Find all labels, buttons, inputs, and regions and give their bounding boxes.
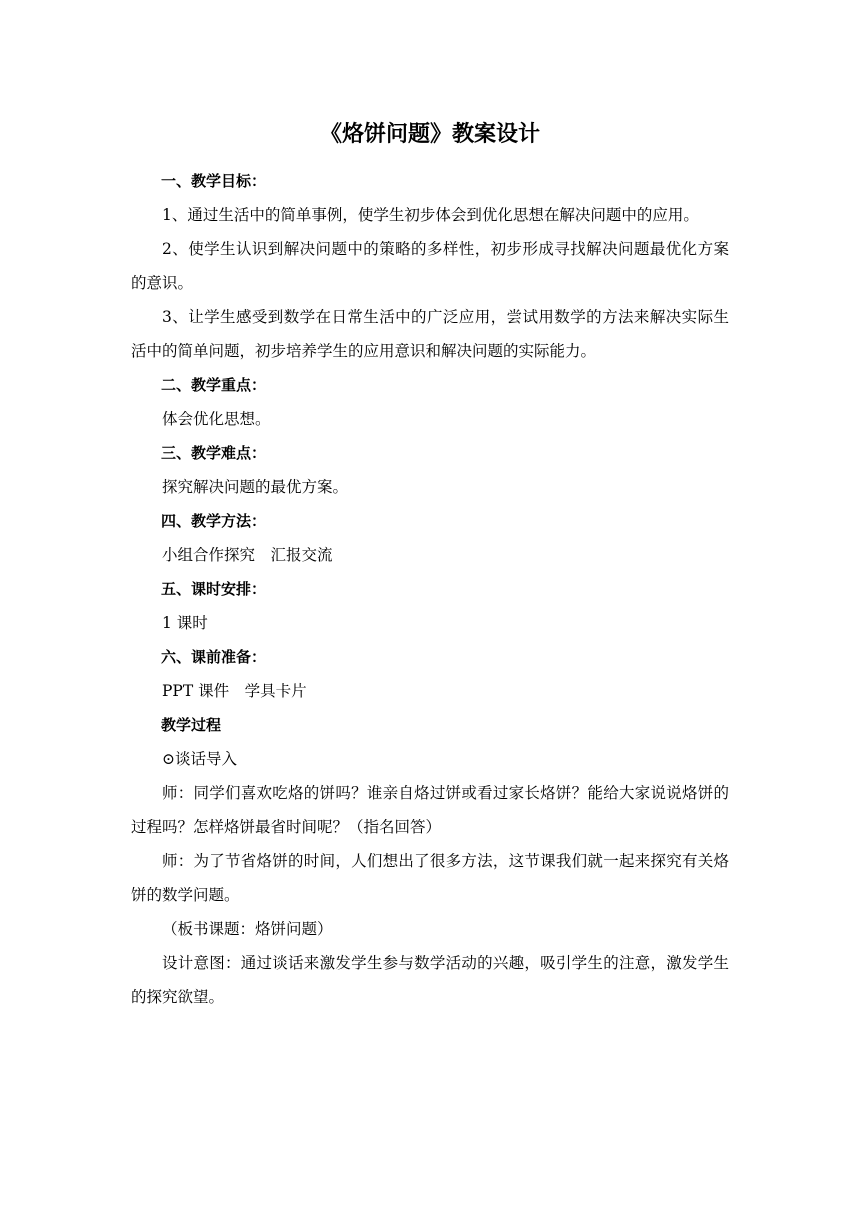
methods-text: 小组合作探究 汇报交流 (162, 546, 333, 564)
section-heading-goals: 一、教学目标： (161, 172, 267, 190)
intro-label: ⊙谈话导入 (162, 750, 237, 768)
section-heading-schedule: 五、课时安排： (161, 580, 267, 598)
section-heading-preparation: 六、课前准备： (161, 648, 267, 666)
difficulties-text: 探究解决问题的最优方案。 (162, 478, 349, 496)
design-intent-text: 设计意图：通过谈话来激发学生参与数学活动的兴趣，吸引学生的注意，激发学生的探究欲望。 (131, 954, 729, 1006)
document-title: 《烙饼问题》教案设计 (319, 122, 540, 147)
section-heading-difficulties: 三、教学难点： (161, 444, 267, 462)
preparation-text: PPT 课件 学具卡片 (162, 682, 307, 700)
goal-item-3: 3、让学生感受到数学在日常生活中的广泛应用，尝试用数学的方法来解决实际生活中的简单问题，初步培养学生的应用意识和解决问题的实际能力。 (131, 308, 729, 360)
goal-item-1: 1、通过生活中的简单事例，使学生初步体会到优化思想在解决问题中的应用。 (162, 206, 699, 224)
section-heading-key-points: 二、教学重点： (161, 376, 267, 394)
goal-item-2: 2、使学生认识到解决问题中的策略的多样性，初步形成寻找解决问题最优化方案的意识。 (131, 240, 729, 292)
teacher-dialogue-2: 师：为了节省烙饼的时间，人们想出了很多方法，这节课我们就一起来探究有关烙饼的数学问题。 (131, 852, 729, 904)
board-title-note: （板书课题：烙饼问题） (162, 920, 333, 938)
schedule-text: 1 课时 (162, 614, 208, 632)
key-points-text: 体会优化思想。 (162, 410, 271, 428)
section-heading-methods: 四、教学方法： (161, 512, 267, 530)
section-heading-process: 教学过程 (161, 716, 222, 734)
teacher-dialogue-1: 师：同学们喜欢吃烙的饼吗？谁亲自烙过饼或看过家长烙饼？能给大家说说烙饼的过程吗？怎样烙饼最省时间呢？（指名回答） (131, 784, 729, 836)
